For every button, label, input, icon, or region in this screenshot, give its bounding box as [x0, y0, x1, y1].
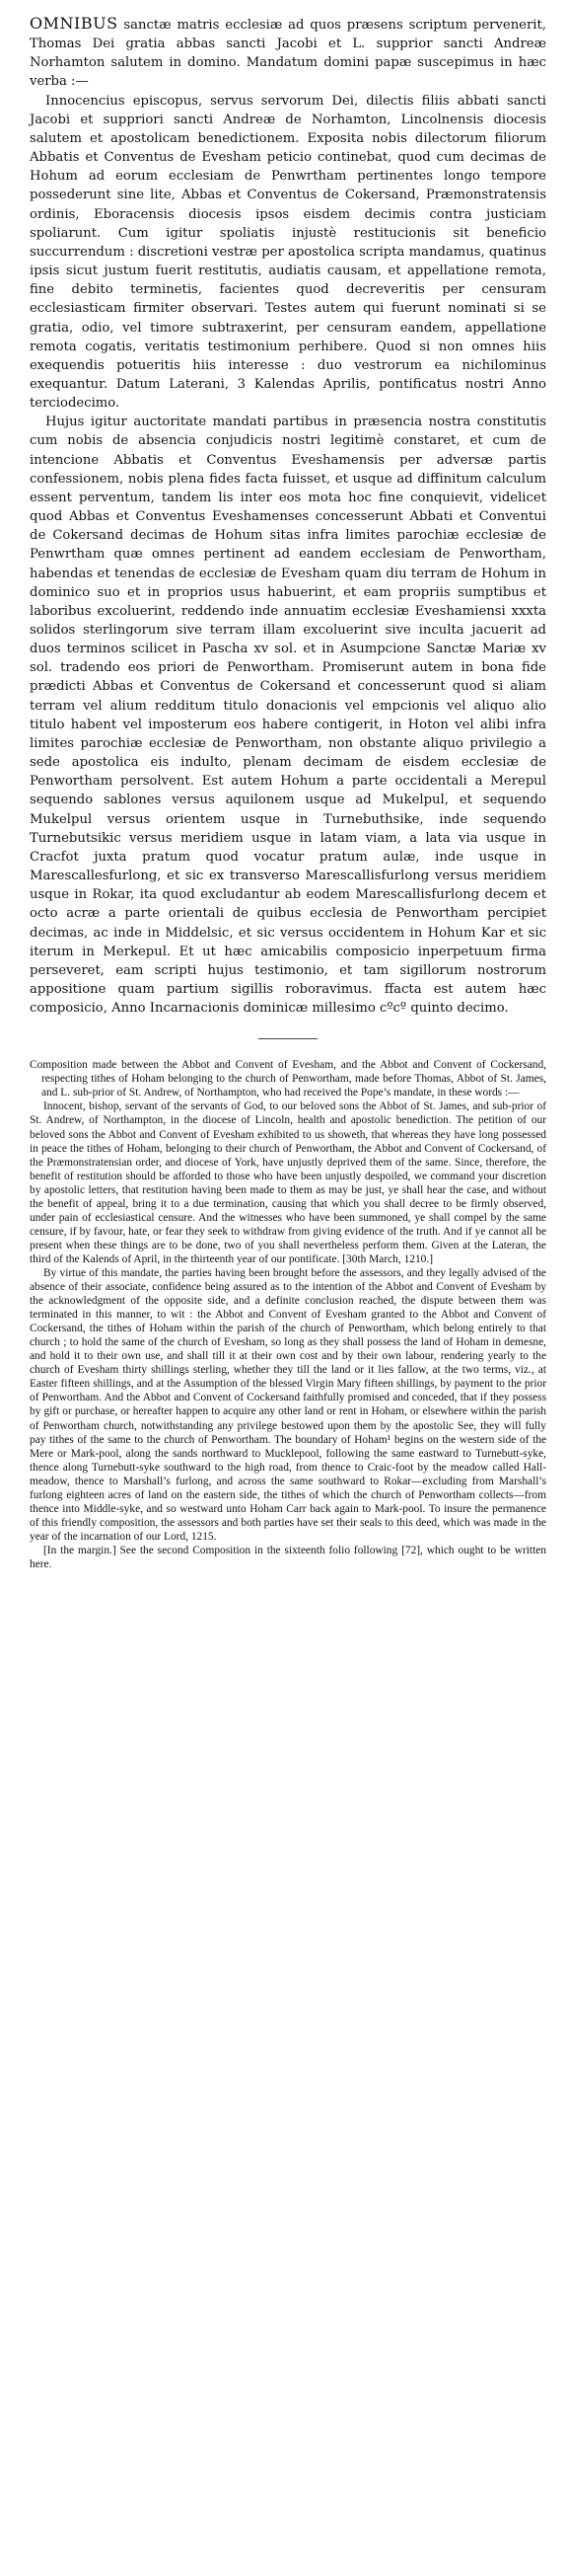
translation-heading: Composition made between the Abbot and Convent of Evesham, and the Abbot and Convent of Cockersand, respecting tithes of Hoham belonging to the church of Penwortham, made before Thomas, Abbot of St. James, and L. sub-prior of St. Andrew, of Northampton, who had received the Pope’s mandate, in these words :— [30, 1059, 546, 1099]
latin-paragraph-composition: Hujus igitur auctoritate mandati partibus in præsencia nostra constitutis cum nobis de absencia conjudicis nostri legitimè constaret, et cum de intencione Abbatis et Conventus Eveshamensis per adversæ partis confessionem, nobis plena fides facta fuisset, et usque ad diffinitum calculum essent perventum, tandem lis inter eos mota hoc fine conquievit, videlicet quod Abbas et Conventus Eveshamenses concesserunt Abbati et Conventui de Cokersand decimas de Hohum sitas infra limites parochiæ ecclesiæ de Penwrtham quæ omnes pertinent ad eandem ecclesiam de Penwortham, habendas et tenendas de ecclesiæ de Evesham quam diu terram de Hohum in dominico suo et in proprios usus habuerint, et eam propriis sumptibus et laboribus excoluerint, reddendo inde annuatim ecclesiæ Eveshamiensi xxxta solidos sterlingorum sive terram illam excoluerint sive inculta jacuerit ad duos terminos scilicet in Pascha xv sol. et in Asumpcione Sanctæ Mariæ xv sol. tradendo eos priori de Penwortham. Promiserunt autem in bona fide prædicti Abbas et Conventus de Cokersand et concesserunt quod si aliam terram vel alium redditum titulo donacionis vel empcionis vel aliquo alio titulo habent vel imposterum eos habere contigerit, in Hoton vel alibi infra limites parochiæ ecclesiæ de Penwortham, non obstante aliquo privilegio a sede apostolica eis indulto, plenam decimam de eisdem ecclesiæ de Penwortham persolvent. Est autem Hohum a parte occidentali a Merepul sequendo sablones versus aquilonem usque ad Mukelpul, et sequendo Mukelpul versus orientem usque in Turnebuthsike, inde sequendo Turnebutsikic versus meridiem usque in latam viam, a lata via usque in Cracfot juxta pratum quod vocatur pratum aulæ, inde usque in Marescallesfurlong, et sic ex transverso Marescallisfurlong versus meridiem usque in Rokar, ita quod excludantur ab eodem Marescallisfurlong decem et octo acræ a parte orientali de quibus ecclesia de Penwortham percipiet decimas, ac inde in Middelsic, et sic versus occidentem in Hohum Kar et sic iterum in Merkepul. Et ut hæc amicabilis composicio inperpetuum firma perseveret, eam scripti hujus testimonio, et tam sigillorum nostrorum appositione quam partium sigillis roboravimus. ffacta est autem hæc composicio, Anno Incarnacionis dominicæ millesimo cºcº quinto decimo. [30, 415, 546, 1017]
opening-text: sanctæ matris ecclesiæ ad quos præsens scriptum pervenerit, Thomas Dei gratia abbas sancti Jacobi et L. supprior sancti Andreæ Norhamton salutem in domino. Mandatum domini papæ suscepimus in hæc verba :— [30, 18, 546, 90]
latin-paragraph-papal-mandate: Innocencius episcopus, servus servorum Dei, dilectis filiis abbati sancti Jacobi et suppriori sancti Andreæ de Norhamton, Lincolnensis diocesis salutem et apostolicam benedictionem. Exposita nobis dilectorum filiorum Abbatis et Conventus de Evesham peticio continebat, quod cum decimas de Hohum ad eorum ecclesiam de Penwrtham pertinentes longo tempore possederunt sine lite, Abbas et Conventus de Cokersand, Præmonstratensis ordinis, Eboracensis diocesis ipsos eisdem decimis contra justiciam spoliarunt. Cum igitur spoliatis injustè restitucionis sit beneficio succurrendum : discretioni vestræ per apostolica scripta mandamus, quatinus ipsis sicut justum fuerit restitutis, audiatis causam, et appellatione remota, fine debito terminetis, facientes quod decreveritis per censuram ecclesiasticam firmiter observari. Testes autem qui fuerunt nominati si se gratia, odio, vel timore subtraxerint, per censuram eandem, appellatione remota cogatis, veritatis testimonium perhibere. Quod si non omnes hiis exequendis potueritis hiis interesse : duo vestrorum ea nichilominus exequantur. Datum Laterani, 3 Kalendas Aprilis, pontificatus nostri Anno terciodecimo. [30, 93, 546, 412]
opening-initial: O [30, 14, 43, 33]
opening-word: MNIBUS [42, 14, 118, 33]
section-divider [258, 1038, 318, 1039]
english-translation-text [30, 1058, 546, 1571]
latin-charter-text [30, 14, 546, 1018]
translation-paragraph-papal-mandate: Innocent, bishop, servant of the servants of God, to our beloved sons the Abbot of St. James, and sub-prior of St. Andrew, of Northampton, in the diocese of Lincoln, health and apostolic benediction. The petition of our beloved sons the Abbot and Convent of Evesham exhibited to us showeth, that whereas they have long possessed in peace the tithes of Hoham, belonging to their church of Penwortham, the Abbot and Convent of Cockersand, of the Præmonstratensian order, and diocese of York, have unjustly deprived them of the same. Since, therefore, the benefit of restitution should be afforded to those who have been unjustly despoiled, we command your discretion by apostolic letters, that restitution having been made to them as may be just, ye shall hear the case, and without the benefit of appeal, bring it to a due termination, causing that which you shall decree to be firmly observed, under pain of ecclesiastical censure. And the witnesses who have been summoned, ye shall compel by the same censure, if by favour, hate, or fear they seek to withdraw from giving evidence of the truth. And if ye cannot all be present when these things are to be done, two of you shall nevertheless perform them. Given at the Lateran, the third of the Kalends of April, in the thirteenth year of our pontificate. [30th March, 1210.] [30, 1100, 546, 1265]
document-page [30, 14, 546, 1571]
latin-paragraph-opening [30, 14, 546, 92]
margin-note: [In the margin.] See the second Composition in the sixteenth folio following [72], which ought to be written here. [30, 1544, 546, 1570]
translation-paragraph-composition: By virtue of this mandate, the parties having been brought before the assessors, and they legally advised of the absence of their associate, confidence being assured as to the intention of the Abbot and Convent of Evesham by the acknowledgment of the opposite side, and a definite conclusion reached, the dispute between them was terminated in this manner, to wit : the Abbot and Convent of Evesham granted to the Abbot and Convent of Cockersand, the tithes of Hoham within the parish of the church of Penwortham, which belong entirely to that church ; to hold the same of the church of Evesham, so long as they shall possess the land of Hoham in demesne, and hold it to their own use, and shall till it at their own cost and by their own labour, rendering yearly to the church of Evesham thirty shillings sterling, whether they till the land or it lies fallow, at the two terms, viz., at Easter fifteen shillings, and at the Assumption of the blessed Virgin Mary fifteen shillings, by payment to the prior of Penwortham. And the Abbot and Convent of Cockersand faithfully promised and conceded, that if they possess by gift or purchase, or hereafter happen to acquire any other land or rent in Hoham, or elsewhere within the parish of Penwortham church, notwithstanding any privilege bestowed upon them by the apostolic See, they will fully pay tithes of the same to the church of Penwortham. The boundary of Hoham¹ begins on the western side of the Mere or Mark-pool, along the sands northward to Mucklepool, following the same eastward to Turnebutt-syke, thence along Turnebutt-syke southward to the high road, from thence to Craic-foot by the meadow called Hall-meadow, thence to Marshall’s furlong, and across the same southward to Rokar—excluding from Marshall’s furlong eighteen acres of land on the eastern side, the tithes of which the church of Penwortham collects—from thence into Middle-syke, and so westward unto Hoham Carr back again to Mark-pool. To insure the permanence of this friendly composition, the assessors and both parties have set their seals to this deed, which was made in the year of the incarnation of our Lord, 1215. [30, 1266, 546, 1543]
